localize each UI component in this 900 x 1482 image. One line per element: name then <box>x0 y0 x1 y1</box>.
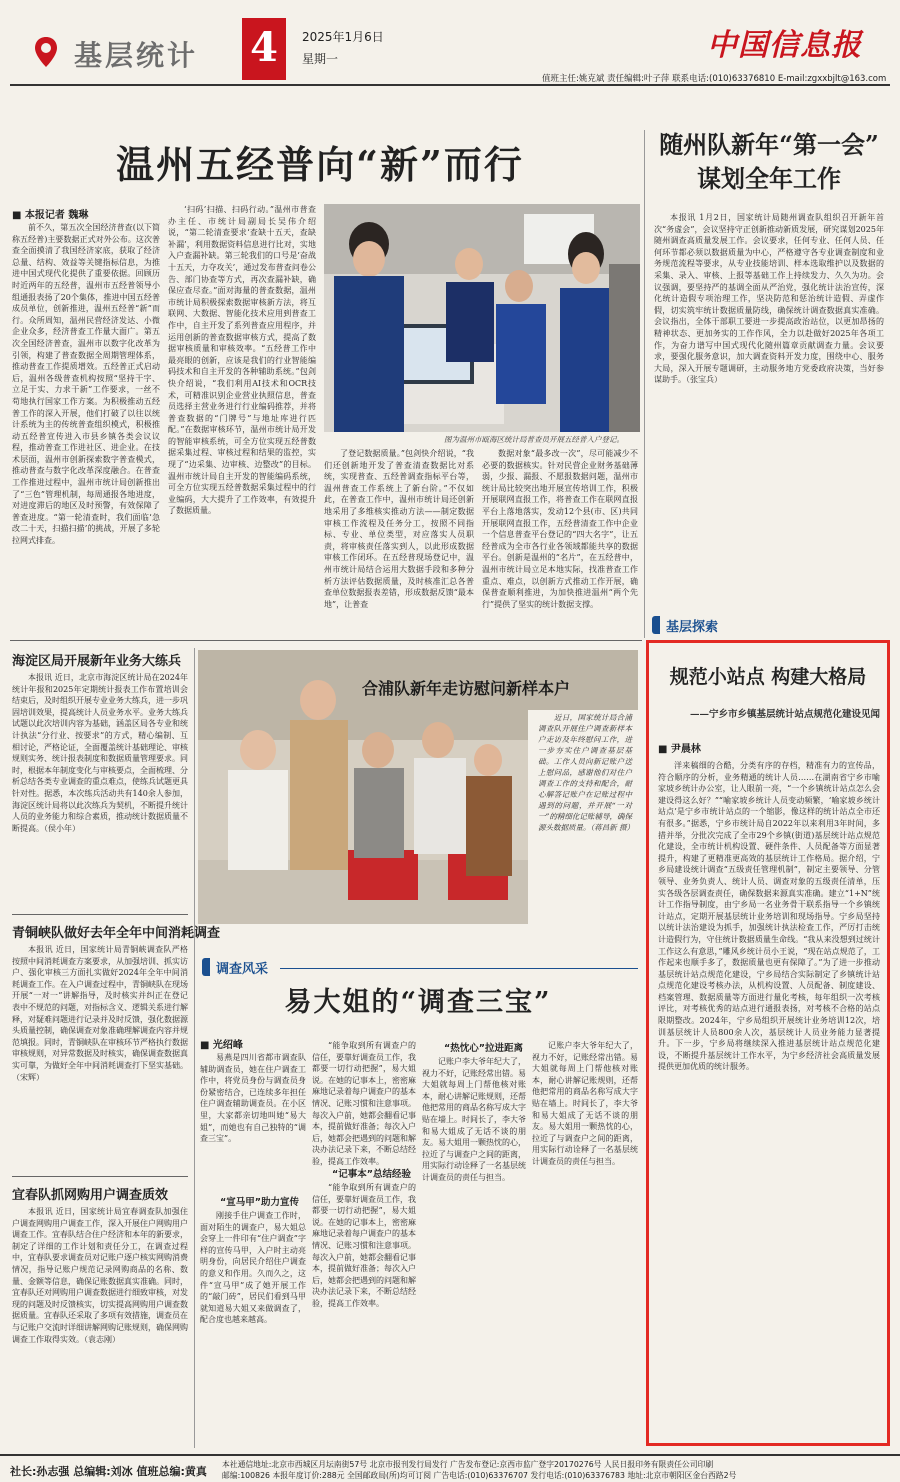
side-headline <box>644 128 894 196</box>
brief1-body <box>12 672 188 908</box>
survey-col2-text: 刚接手住户调查工作时，面对陌生的调查户，易大姐总会穿上一件印有“住户调查”字样的宣传马甲，入户时主动亮明身份，向居民介绍住户调查的意义和作用。久而久之，这件“宣马甲”成了她开展工作的“敲门砖”，居民们看到马甲就知道易大姐又来做调查了，配合度也越来越高。 <box>200 1211 306 1325</box>
survey-col1 <box>200 1052 306 1190</box>
footer-info <box>222 1459 882 1481</box>
paper-logo: 中国信息报 <box>707 28 862 63</box>
brief1-title: 海淀区局开展新年业务大练兵 <box>12 654 182 669</box>
survey-subhead-2: “记事本”总结经验 <box>332 1169 411 1180</box>
brief-divider <box>12 914 188 915</box>
survey-col3 <box>312 1040 416 1166</box>
column-divider <box>644 130 645 638</box>
survey-col3b-text: “能争取到所有调查户的信任，要靠好调查员工作，我都要一切行动把握”，易大姐说。在她的记事本上，密密麻麻地记录着每户调查户的基本情况、记账习惯和注意事项。每次入户前，她都会翻看记事本，提前做好准备；每次入户后，她都会把遇到的问题和解决办法记录下来，不断总结经验，提高工作效率。 <box>312 1183 416 1308</box>
photo-story-caption <box>538 712 635 908</box>
survey-headline: 易大姐的“调查三宝” <box>284 987 552 1018</box>
brief1-body-text: 本报讯 近日，北京市海淀区统计局在2024年统计年报和2025年定期统计报表工作布置培训会结束后，及时组织开展专业业务大练兵，进一步巩固培训效果，提高统计人员业务水平。业务大练兵试题以此次培训内容为基础，涵盖区局各专业和统计执法“分行业、按要求”的方式，精心编制、互相讨论，严格论证，全面覆盖统计基础理论、审核规则实务、统计报表制度和数据质量管理要求。同时，根据本年制度变化与审核要点，全面梳理、分析总结各类专业调查的重点难点，使练兵试题更具针对性。据悉，本次练兵活动共有140余人参加，海淀区统计局将以此次练兵为契机，不断提升统计人员的业务能力和综合素质，推动统计数据质量不断提高。（侯小年） <box>12 673 188 833</box>
footer-info-line1: 本社通信地址:北京市西城区月坛南街57号 北京市报刊发行局发行 广告发布登记:京西市监广登字20170276号 人民日报印务有限责任公司印刷 <box>222 1460 714 1469</box>
feature-byline: ■ 尹晨林 <box>658 744 701 755</box>
main-byline: ■ 本报记者 魏琳 <box>12 210 89 221</box>
survey-col4-text: 记账户李大爷年纪大了，视力不好，记账经常出错。易大姐就每周上门帮他核对账本，耐心讲解记账规则，还帮他把常用的商品名称写成大字贴在墙上。时间长了，李大爷和易大姐成了无话不谈的朋友。易大姐用一颗热忱的心，拉近了与调查户之间的距离，用实际行动诠释了一名基层统计调查员的责任与担当。 <box>422 1057 526 1182</box>
footer-staff: 社长:孙志强 总编辑:刘冰 值班总编:黄真 <box>10 1465 207 1478</box>
main-headline: 温州五经普向“新”而行 <box>116 142 524 187</box>
main-article-col3-text: 了登记数据质量。”包剑快介绍说，“我们还创新地开发了普查清查数据比对系统，实现普查、五经普调查指标平台等，温州普查工作系统上了新台阶。”不仅如此，在普查工作中，温州市统计局还创新地采用了多维核实推动方法——制定数据审核工作流程及任务分工，按照不同指标、专业、单位类型，对应落实人员职责，将审核责任落实到人，以此形成数据审核工作闭环。在五经普现场登记中，温州市统计局结合运用大数据手段和多种分析方法评估数据质量，及时核准汇总各普查单位数据报表差错，形成数据反馈“最本地”，让普查 <box>324 449 474 609</box>
feature-headline: 规范小站点 构建大格局 <box>669 666 867 688</box>
issue-weekday: 星期一 <box>302 52 339 66</box>
section-name: 基层统计 <box>74 39 199 72</box>
survey-col1-text: 易燕是四川省都市调查队辅助调查员，她在住户调查工作中，将党员身份与调查员身份紧密结合，已连续多年担任住户调查辅助调查员。在小区里，大家都亲切地叫她“易大姐”，而她也有自己独特的“调查三宝”。 <box>200 1053 306 1144</box>
survey-subhead-1: “宣马甲”助力宣传 <box>220 1197 299 1208</box>
brief2-body <box>12 944 188 1172</box>
page-number: 4 <box>242 18 286 80</box>
section-rule <box>10 640 642 641</box>
main-article-col1 <box>12 222 160 632</box>
footer <box>0 1454 900 1482</box>
side-headline-line1: 随州队新年“第一会” <box>659 130 879 159</box>
survey-col4 <box>422 1056 526 1446</box>
photo-story-headline: 合浦队新年走访慰问新样本户 <box>362 679 571 698</box>
brief3-title: 宜春队抓网购用户调查质效 <box>12 1188 169 1203</box>
feature-subtitle: ——宁乡市乡镇基层统计站点规范化建设见闻 <box>689 709 880 720</box>
brief3-body-text: 本报讯 近日，国家统计局宜春调查队加强住户调查网购用户调查工作，深入开展住户网购用户调查工作。宜春队结合住户经济和本年的新要求，制定了详细的工作计划和责任分工，在调查过程中，宜春队要求调查员对记账户逐户核实网购消费情况，指导记账户规范记录网购商品的名称、数量、金额等信息，确保记账数据真实准确。同时，宜春队还对网购用户调查数据进行细致审核，对发现的问题及时反馈核实，切实提高网购用户调查数据质量。宜春队还采取了多项有效措施，调查员在与记账户交流时详细讲解网购记账规则，确保网购调查工作取得实效。（袁志刚） <box>12 1207 188 1344</box>
location-pin-icon <box>34 36 58 68</box>
survey-col3-text: “能争取到所有调查户的信任，要靠好调查员工作，我都要一切行动把握”，易大姐说。在她的记事本上，密密麻麻地记录着每户调查户的基本情况、记账习惯和注意事项。每次入户前，她都会翻看记事本，提前做好准备；每次入户后，她都会把遇到的问题和解决办法记录下来，不断总结经验，提高工作效率。 <box>312 1041 416 1166</box>
main-photo <box>324 204 640 432</box>
main-article-col4 <box>482 448 638 632</box>
side-article-body-text: 本报讯 1月2日，国家统计局随州调查队组织召开新年首次“务虚会”，会议坚持守正创新推动新质发展，研究谋划2025年随州调查高质量发展工作。会议要求，任何专业、任何人员、任何环节都必须以数据质量为中心，严格遵守各专业调查制度和业务规范流程等要求，从专业技能培训、样本选取维护以及数据的采集、录入、审核、上报等基础工作上持续发力、久久为功。会议强调，要坚持严的基调全面从严治党，强化统计法治宣传，深化统计造假专项治理工作，坚决防范和惩治统计造假、弄虚作假，切实筑牢统计数据质量防线，确保统计调查数据真实准确。会议指出，全体干部职工要进一步提高政治站位，以更加昂扬的精神状态、更加务实的工作作风，全力以赴做好2025年各项工作，为奋力谱写中国式现代化随州篇章贡献调查力量。会议要求，要强化服务意识，加大调查资料开发力度，围绕中心、服务大局，深入开展专题调研，主动服务地方党委政府决策，当好参谋助手。（张宝兵） <box>654 213 884 385</box>
masthead <box>10 6 890 88</box>
feature-body <box>658 760 880 1440</box>
survey-col2 <box>200 1210 306 1446</box>
brief2-title: 青铜峡队做好去年全年中间消耗调查 <box>12 926 221 941</box>
main-article-col3 <box>324 448 474 632</box>
main-article-col2-text: ‘扫码’扫描、扫码行动。”温州市普查办主任、市统计局副局长吴伟介绍说，“第二轮清查要求‘查缺十五天，查缺补漏’，利用数据资料信息进行比对，实地入户查漏补缺。第三轮我们的口号是‘奋战十五天，力夺攻关’，通过发布普查问卷公告、部门协查等方式，再次查漏补缺，确保应查尽查。”面对海量的普查数据，温州市统计局积极探索数据审核新方法，将互联网、大数据、智能化技术应用到普查工作中，自主开发了系列普查应用程序，并运用创新的普查数据审核方式，提高了数据审核质量和审核效率。“五经普工作中最亮眼的创新，应该是我们的行业智能编码技术和自主开发的各种辅助系统。”包剑快介绍说，“我们利用AI技术和OCR技术，可精准识别企业营业执照信息，普查员选择主营业务进行行业编码推荐，并将普查数据的“门牌号”与地址库进行匹配。”在数据审核环节，温州市统计局开发的智能审核系统，可全方位实现五经普数据采集过程、审核过程和结果的监控，实现了“边采集、边审核、边整改”的目标。温州市统计局自主开发的智能编码系统，可全方位实现五经普数据采集过程中的行业编码，大大提升了工作效率，有效提升了数据质量。 <box>168 205 316 516</box>
census-workers-photo <box>324 204 640 432</box>
survey-col3b <box>312 1182 416 1446</box>
editor-line: 值班主任:姚克斌 责任编辑:叶子萍 联系电话:(010)63376810 E-mail:zgxxbjlt@163.com <box>542 74 887 84</box>
brief3-body <box>12 1206 188 1446</box>
main-article-col2 <box>168 204 316 632</box>
main-article-col1-text: 前不久，第五次全国经济普查(以下简称五经普)主要数据正式对外公布。这次普查全面摸清了我国经济家底，获取了经济总量、结构、效益等关键指标信息，为推进中国式现代化提供了重要依据。回顾历时近两年的五经普，温州市五经普领导小组通报表扬了20个集体，推进中国五经普成员单位，创新推进，温州五经普“新”而行。众所周知，温州民营经济发达、小微企业众多，经济普查工作量大面广。第五次全国经济普查，温州市以数字化改革为引领，构建了普查数据全周期管理体系，推动普查工作提质增效。五经普正式启动后，温州各级普查机构按照“坚持干字、立足于实、力求干新”工作要求，一丝不苟地执行国家工作方案。为积极推动五经普工作的深入开展，他们打破了以往以统计系统为主的传统普查组织模式，积极推动五经普宣传进入市县乡镇各类会议议程，推动普查工作进社区、进企业。在技术层面，温州市创新探索数字普查模式，推动普查与数字化改革深度融合。在普查工作推进过程中，温州市统计局创新推出了“三色”管理机制，每周通报各地进度，对进度滞后的地区及时预警，有效保障了普查进度。“第一轮清查时，我们面临‘急改二十天，扫描扫描’的挑战，开展了多轮拉网式排查。 <box>12 223 160 546</box>
photo-story-caption-text: 近日，国家统计局合浦调查队开展住户调查新样本户走访及年终慰问工作，进一步夯实住户调查基层基础。工作人员向新记账户送上慰问品，感谢他们对住户调查工作的支持和配合，耐心解答记账户在记账过程中遇到的问题，并开展“一对一”的精细化记账辅导，确保源头数据质量。（蒋昌新 摄） <box>538 713 635 832</box>
brief2-body-text: 本报讯 近日，国家统计局青铜峡调查队严格按照中间消耗调查方案要求，从加强培训、抓实访户、强化审核三方面扎实做好2024年全年中间消耗调查工作。在入户调查过程中，青铜峡队在现场开展“一对一”讲解指导，及时核实并纠正在登记表中不规范的问题，对指标含义、逻辑关系进行解释，对疑难问题进行记录并及时反馈，强化数据源头质量控制，确保调查对象准确理解调查内容并规范填报。同时，青铜峡队在审核环节严格执行数据审核规则，对异常数据及时核实，确保调查数据真实可靠，为做好全年中间消耗调查打下坚实基础。（宋辉） <box>12 945 188 1082</box>
survey-byline: ■ 光绍峰 <box>200 1040 243 1051</box>
issue-date: 2025年1月6日 <box>302 30 384 44</box>
survey-section-tag: 调查风采 <box>202 958 268 977</box>
feature-section-tag: 基层探索 <box>652 616 718 635</box>
brief-divider <box>12 1176 188 1177</box>
main-article-col4-text: 数据对象“最多改一次”，尽可能减少不必要的数据核实。针对民营企业财务基础薄弱，少报、漏报、不愿报数据问题，温州市统计局比较突出地开展宣传培训工作，积极开展联网直报工作，将普查工作在联网直报平台上落地落实，发动12个县(市、区)共同开展联网直报工作，五经普清查工作中企业一个信息普查平台登记的“四大名字”，让五经普成为全市各行业各领域都能共享的数据平台。创新是温州的“名片”，在五经普中，温州市统计局立足本地实际，找准普查工作重点、难点，以创新方式推动工作开展，确保普查顺利推进，为加快推进温州“两个先行”提供了坚实的统计数据支撑。 <box>482 449 638 609</box>
masthead-rule <box>10 84 890 86</box>
footer-info-line2: 邮编:100826 本报年度订价:288元 全国邮政局(所)均可订阅 广告电话:(010)63376707 发行电话:(010)63376783 地址:北京市朝阳区金台西路2号 <box>222 1471 737 1480</box>
side-article-body <box>654 212 884 612</box>
side-headline-line2: 谋划全年工作 <box>697 164 841 193</box>
survey-subhead-3: “热忱心”拉进距离 <box>444 1043 523 1054</box>
main-photo-caption: 图为温州市瓯海区统计局普查员开展五经普入户登记。 <box>444 435 624 444</box>
feature-body-text: 洋来稿细的合酷，分类有序的存档，精准有力的宣传品，符合顺序的分析，业务精通的统计人员……在湖南省宁乡市喻家坡乡统计办公室，让人眼前一亮，“一个乡镇统计站点怎么会建设得这么好？”“喻家坡乡统计人员变动频繁，‘喻家坡乡统计站点’是宁乡市统计站点的一个缩影，像这样的统计站点全市还有很多。”据悉，宁乡市统计局自2022年以来利用3年时间，多措并举，分批次完成了全市29个乡镇(街道)基层统计站点规范化建设，全市统计机构设置、硬件条件、人员配备等方面显著提升，构建了更精准更高效的基层统计工作格局。据介绍，宁乡局建设统计调查“五级责任管理机制”，制定主要领导、分管领导、业务负责人、统计人员、调查对象的五级责任清单，压实各级各层调查责任，确保数据来源真实准确。建立“1+N”统计工作指导制度，由宁乡局一名业务骨干联系指导一个乡镇统计站点，定期开展基层统计业务培训和现场指导。宁乡局坚持以统计法治建设为抓手，加强统计执法检查工作，严厉打击统计造假行为，守住统计数据质量生命线。“我从来没想到过统计工作这么有意思，”雕风乡统计员小王说，“现在站点规范了，工作起来也顺手多了，数据质量也更有保障了。”为了进一步推动基层统计站点规范化建设，宁乡局结合实际制定了乡镇统计站点规范化建设考核办法，从机构设置、人员配备、制度建设、档案管理、数据质量等方面进行量化考核，每年组织一次考核评比，对考核优秀的站点进行通报表扬，对考核不合格的站点限期整改。2024年，宁乡局组织开展统计业务培训12次，培训基层统计人员800余人次，基层统计人员业务能力显著提升。下一步，宁乡局将继续深入推进基层统计站点规范化建设，不断提升基层统计工作水平，为宁乡经济社会高质量发展提供更加优质的统计服务。 <box>658 761 880 1072</box>
survey-col5-text: 记账户李大爷年纪大了，视力不好，记账经常出错。易大姐就每周上门帮他核对账本，耐心讲解记账规则，还帮他把常用的商品名称写成大字贴在墙上。时间长了，李大爷和易大姐成了无话不谈的朋友。易大姐用一颗热忱的心，拉近了与调查户之间的距离，用实际行动诠释了一名基层统计调查员的责任与担当。 <box>532 1041 638 1166</box>
survey-col5 <box>532 1040 638 1446</box>
column-divider <box>194 648 195 1448</box>
section-tag-rule <box>280 968 638 969</box>
